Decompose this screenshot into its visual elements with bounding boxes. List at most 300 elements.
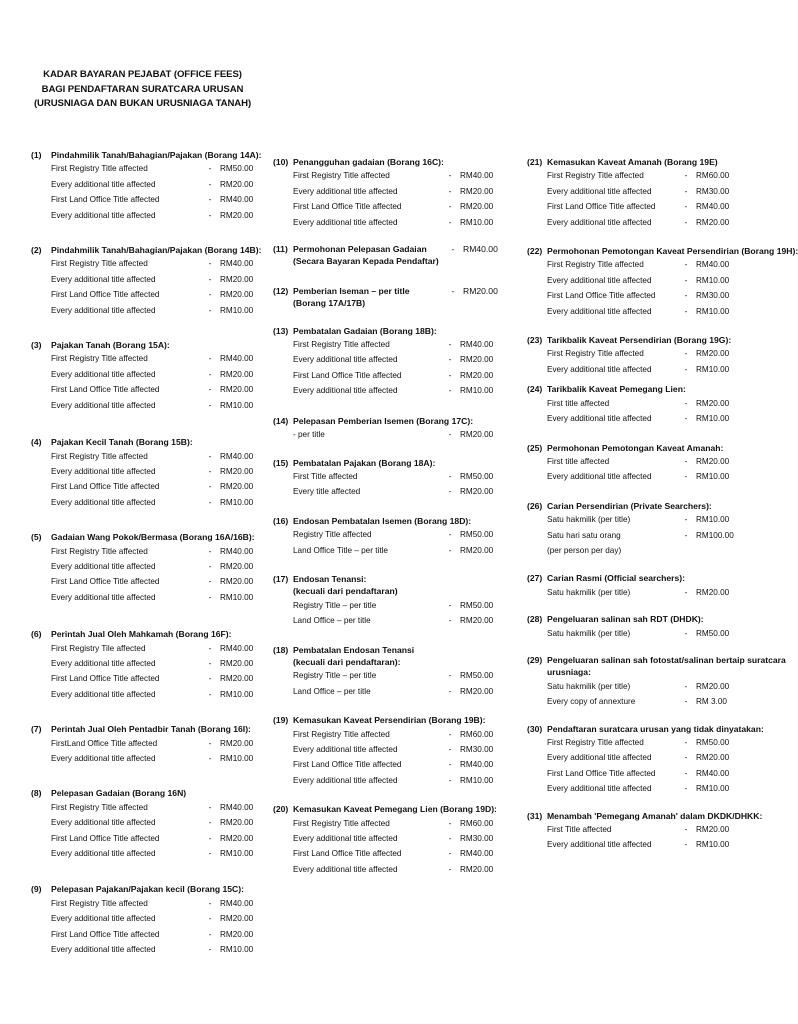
fee-row xyxy=(31,671,256,686)
section-title: Menambah 'Pemegang Amanah' dalam DKDK/DHKK: xyxy=(547,810,763,821)
fee-row xyxy=(31,911,256,926)
fee-row xyxy=(31,272,256,287)
section-title: Endosan Tenansi: xyxy=(293,573,367,584)
dash-separator: - xyxy=(208,385,212,395)
section-heading xyxy=(527,383,749,395)
section-heading xyxy=(273,515,495,527)
fee-amount: RM20.00 xyxy=(696,753,730,763)
dash-separator: - xyxy=(684,825,688,835)
section-title: Permohonan Pemotongan Kaveat Amanah: xyxy=(547,442,724,453)
section-number: (11) xyxy=(273,244,288,255)
dash-separator: - xyxy=(448,818,452,828)
section-number: (17) xyxy=(273,573,289,584)
section-subtitle: (kecuali dari pendaftaran) xyxy=(293,586,398,597)
fee-label: Every additional title affected xyxy=(547,472,652,482)
fee-label: Registry Title affected xyxy=(293,530,372,540)
fee-row xyxy=(527,454,749,469)
fee-section xyxy=(31,883,256,957)
fee-amount: RM20.00 xyxy=(220,674,254,684)
dash-separator: - xyxy=(448,600,452,610)
section-heading xyxy=(31,339,256,351)
fee-amount: RM40.00 xyxy=(460,171,494,181)
section-heading xyxy=(273,714,495,726)
fee-section xyxy=(273,515,495,558)
fee-amount: RM20.00 xyxy=(220,818,254,828)
fee-row xyxy=(527,362,749,377)
fee-label: First Registry Title affected xyxy=(51,354,148,364)
fee-section xyxy=(527,810,763,853)
fee-row xyxy=(31,800,256,815)
fee-label: Every additional title affected xyxy=(547,840,652,850)
dash-separator: - xyxy=(208,945,212,955)
fee-row xyxy=(31,751,256,766)
fee-section xyxy=(273,457,495,500)
dash-separator: - xyxy=(684,681,688,691)
section-heading xyxy=(527,572,749,584)
fee-row xyxy=(527,626,749,641)
fee-amount: RM20.00 xyxy=(696,587,730,597)
fee-row xyxy=(273,598,495,613)
fee-amount: RM10.00 xyxy=(220,400,254,410)
fee-label: First Land Office Title affected xyxy=(547,768,656,778)
fee-label: Every additional title affected xyxy=(293,745,398,754)
fee-amount: RM20.00 xyxy=(460,686,494,696)
fee-amount: RM10.00 xyxy=(460,217,494,227)
fee-amount: RM10.00 xyxy=(220,754,254,763)
fee-label: Every additional title affected xyxy=(293,386,398,396)
dash-separator: - xyxy=(684,275,688,285)
section-heading xyxy=(273,243,498,255)
fee-amount: RM20.00 xyxy=(460,430,494,440)
fee-amount: RM50.00 xyxy=(460,600,494,610)
fee-label: First Land Office Title affected xyxy=(293,202,402,212)
fee-row xyxy=(527,512,749,527)
section-title: Pindahmilik Tanah/Bahagian/Pajakan (Borang 14B): xyxy=(51,245,262,256)
fee-section xyxy=(273,803,495,877)
dash-separator: - xyxy=(208,451,212,461)
fee-label: Every additional title affected xyxy=(51,274,156,284)
dash-separator: - xyxy=(208,561,212,571)
section-number: (21) xyxy=(527,157,543,167)
fee-row xyxy=(527,396,749,411)
fee-row xyxy=(527,288,749,303)
fee-amount: RM60.00 xyxy=(460,818,494,828)
section-heading xyxy=(273,156,495,168)
fee-row xyxy=(31,287,256,302)
fee-row xyxy=(31,831,256,846)
dash-separator: - xyxy=(208,674,212,684)
fee-amount: RM30.00 xyxy=(460,834,494,844)
dash-separator: - xyxy=(448,186,452,196)
fee-amount: RM50.00 xyxy=(460,471,494,481)
fee-section xyxy=(527,723,764,797)
fee-label: Registry Title – per title xyxy=(293,671,377,681)
fee-row xyxy=(31,177,256,192)
section-number: (5) xyxy=(31,532,42,543)
dash-separator: - xyxy=(448,530,452,540)
fee-label: First Registry Title affected xyxy=(547,171,644,181)
fee-row xyxy=(31,656,256,671)
title-line-2: BAGI PENDAFTARAN SURATCARA URUSAN xyxy=(41,83,244,95)
fee-amount: RM40.00 xyxy=(220,898,254,908)
fee-row xyxy=(273,831,495,846)
fee-amount: RM50.00 xyxy=(696,738,730,747)
fee-row xyxy=(527,735,749,750)
fee-row xyxy=(527,781,749,796)
fee-row xyxy=(527,837,749,852)
dash-separator: - xyxy=(684,364,688,374)
dash-separator: - xyxy=(684,628,688,638)
fee-amount: RM20.00 xyxy=(220,929,254,939)
fee-amount: RM20.00 xyxy=(696,681,730,691)
fee-label: Every additional title affected xyxy=(51,497,156,507)
fee-label: Every additional title affected xyxy=(51,689,156,699)
section-number: (28) xyxy=(527,614,543,625)
section-subtitle: urusniaga: xyxy=(547,667,591,678)
fee-label: Every additional title affected xyxy=(51,658,156,668)
section-title: Kemasukan Kaveat Amanah (Borang 19E) xyxy=(547,157,718,167)
fee-amount: RM20.00 xyxy=(220,833,254,843)
fee-label: Every additional title affected xyxy=(51,400,156,410)
fee-row xyxy=(527,543,749,558)
dash-separator: - xyxy=(448,545,452,555)
fee-amount: RM10.00 xyxy=(220,305,254,315)
fee-label: Land Office – per title xyxy=(293,686,371,696)
section-title: Pajakan Kecil Tanah (Borang 15B): xyxy=(51,437,193,448)
section-title: Pindahmilik Tanah/Bahagian/Pajakan (Borang 14A): xyxy=(51,150,262,160)
fee-amount: RM20.00 xyxy=(696,825,730,835)
section-number: (14) xyxy=(273,415,289,426)
dash-separator: - xyxy=(684,171,688,181)
dash-separator: - xyxy=(208,738,212,748)
dash-separator: - xyxy=(448,775,452,785)
fee-row xyxy=(527,694,749,709)
fee-row xyxy=(273,727,495,742)
fee-amount: RM10.00 xyxy=(696,275,730,285)
fee-row xyxy=(31,544,256,559)
fee-label: Every additional title affected xyxy=(51,914,156,924)
dash-separator: - xyxy=(448,355,452,365)
dash-separator: - xyxy=(208,754,212,763)
dash-separator xyxy=(676,543,696,558)
dash-separator: - xyxy=(208,179,212,189)
fee-amount: RM10.00 xyxy=(220,945,254,955)
dash-separator: - xyxy=(448,217,452,227)
fee-label: Satu hakmilik (per title) xyxy=(547,681,631,691)
fee-row xyxy=(31,927,256,942)
section-number: (24) xyxy=(527,384,543,395)
fee-amount: RM10.00 xyxy=(220,497,254,507)
fee-amount: RM40.00 xyxy=(220,451,254,461)
fee-amount: RM10.00 xyxy=(696,306,730,316)
section-title: Gadaian Wang Pokok/Bermasa (Borang 16A/16B): xyxy=(51,532,255,543)
dash-separator: - xyxy=(684,768,688,778)
section-heading xyxy=(31,723,256,735)
fee-section xyxy=(31,531,256,605)
fee-label: Every additional title affected xyxy=(51,369,156,379)
fee-row xyxy=(31,559,256,574)
fee-label: Satu hakmilik (per title) xyxy=(547,628,631,638)
fee-row xyxy=(273,337,495,352)
fee-amount: RM40.00 xyxy=(463,244,498,255)
dash-separator: - xyxy=(448,745,452,754)
fee-label: Every additional title affected xyxy=(51,305,156,315)
section-heading xyxy=(527,723,764,735)
dash-separator: - xyxy=(451,244,455,255)
dash-separator: - xyxy=(448,864,452,874)
fee-label: Every copy of annexture xyxy=(547,697,636,707)
fee-row xyxy=(31,846,256,861)
dash-separator: - xyxy=(448,834,452,844)
dash-separator: - xyxy=(208,914,212,924)
fee-amount: RM10.00 xyxy=(696,515,730,525)
fee-row xyxy=(527,528,749,543)
fee-row xyxy=(273,684,495,699)
fee-amount: RM50.00 xyxy=(460,671,494,681)
fee-label: First Land Office Title affected xyxy=(547,202,656,212)
fee-label: First Registry Title affected xyxy=(547,349,644,359)
fee-amount: RM40.00 xyxy=(460,760,494,770)
fee-row xyxy=(31,208,256,223)
dash-separator: - xyxy=(448,760,452,770)
dash-separator: - xyxy=(684,784,688,794)
fee-label: Every additional title affected xyxy=(51,945,156,955)
fee-section xyxy=(527,500,749,559)
fee-amount: RM20.00 xyxy=(220,385,254,395)
section-number: (13) xyxy=(273,325,289,336)
fee-amount: RM10.00 xyxy=(696,784,730,794)
fee-label: Every additional title affected xyxy=(51,754,156,763)
fee-amount: RM20.00 xyxy=(460,355,494,365)
dash-separator: - xyxy=(684,306,688,316)
fee-label: First Land Office Title affected xyxy=(51,929,160,939)
dash-separator: - xyxy=(208,482,212,492)
fee-section xyxy=(273,573,495,629)
fee-row xyxy=(273,846,495,861)
fee-label: First Land Office Title affected xyxy=(293,760,402,770)
fee-row xyxy=(273,613,495,628)
fee-row xyxy=(31,382,256,397)
fee-label: First Land Office Title affected xyxy=(51,385,160,395)
fee-row xyxy=(527,822,749,837)
section-heading xyxy=(527,654,786,666)
fee-row xyxy=(273,383,495,398)
fee-amount: RM20.00 xyxy=(220,290,254,300)
fee-row xyxy=(31,641,256,656)
section-title: Endosan Pembatalan Isemen (Borang 18D): xyxy=(293,515,472,526)
section-number: (22) xyxy=(527,246,543,257)
dash-separator: - xyxy=(208,497,212,507)
dash-separator: - xyxy=(208,305,212,315)
dash-separator: - xyxy=(208,833,212,843)
fee-section xyxy=(273,415,495,443)
fee-label: First Land Office Title affected xyxy=(51,290,160,300)
dash-separator: - xyxy=(448,471,452,481)
fee-row xyxy=(273,527,495,542)
fee-amount: RM20.00 xyxy=(460,616,494,626)
fee-amount: RM10.00 xyxy=(696,414,730,424)
dash-separator: - xyxy=(448,686,452,696)
fee-label: Every additional title affected xyxy=(51,561,156,571)
fee-row xyxy=(527,679,749,694)
fee-label: FirstLand Office Title affected xyxy=(51,738,158,748)
section-title: Perintah Jual Oleh Pentadbir Tanah (Borang 16I): xyxy=(51,724,251,735)
fee-row xyxy=(273,773,495,788)
fee-label: Every additional title affected xyxy=(51,592,156,602)
section-number: (20) xyxy=(273,804,289,815)
section-number: (1) xyxy=(31,150,42,160)
fee-row xyxy=(273,199,495,214)
dash-separator: - xyxy=(208,592,212,602)
section-title: Kemasukan Kaveat Pemegang Lien (Borang 19D): xyxy=(293,804,497,815)
dash-separator: - xyxy=(684,840,688,850)
fee-column-1 xyxy=(31,135,262,957)
fee-label: Every additional title affected xyxy=(293,834,398,844)
fee-row xyxy=(31,495,256,510)
fee-label: - per title xyxy=(293,430,325,440)
fee-amount: RM10.00 xyxy=(460,775,494,785)
fee-row xyxy=(527,469,749,484)
fee-amount: RM20.00 xyxy=(696,349,730,359)
fee-amount: RM50.00 xyxy=(220,164,254,174)
fee-amount: RM20.00 xyxy=(696,217,730,227)
fee-section xyxy=(31,787,256,861)
fee-label: First Title affected xyxy=(547,825,612,835)
section-heading xyxy=(273,285,498,297)
fee-row xyxy=(31,161,256,176)
section-heading xyxy=(31,628,256,640)
dash-separator: - xyxy=(208,546,212,556)
fee-label: Every additional title affected xyxy=(547,217,652,227)
fee-row xyxy=(273,368,495,383)
fee-amount: RM20.00 xyxy=(460,864,494,874)
fee-amount: RM10.00 xyxy=(696,472,730,482)
fee-amount: RM20.00 xyxy=(220,274,254,284)
fee-amount: RM10.00 xyxy=(696,364,730,374)
dash-separator: - xyxy=(684,587,688,597)
dash-separator: - xyxy=(684,202,688,212)
section-heading xyxy=(273,325,495,337)
fee-amount: RM60.00 xyxy=(460,729,494,739)
fee-row xyxy=(273,543,495,558)
fee-amount: RM20.00 xyxy=(696,456,730,466)
section-number: (9) xyxy=(31,884,42,895)
fee-section xyxy=(31,339,256,413)
fee-amount: RM20.00 xyxy=(696,398,730,408)
fee-section xyxy=(273,243,498,268)
dash-separator: - xyxy=(208,290,212,300)
dash-separator: - xyxy=(208,466,212,476)
section-number: (16) xyxy=(273,515,289,526)
fee-label: Satu hari satu orang xyxy=(547,530,621,540)
section-number: (4) xyxy=(31,437,42,448)
section-title: Pemberian Iseman – per title xyxy=(293,285,410,296)
fee-row xyxy=(273,757,495,772)
section-title: Tarikbalik Kaveat Pemegang Lien: xyxy=(547,384,686,395)
fee-amount: RM20.00 xyxy=(220,577,254,587)
dash-separator: - xyxy=(448,849,452,859)
fee-label: First Registry Title affected xyxy=(293,818,390,828)
dash-separator: - xyxy=(684,456,688,466)
fee-row xyxy=(527,168,749,183)
fee-amount: RM20.00 xyxy=(220,561,254,571)
fee-row xyxy=(31,896,256,911)
fee-amount: RM20.00 xyxy=(220,658,254,668)
fee-label: Registry Title – per title xyxy=(293,600,377,610)
dash-separator: - xyxy=(448,729,452,739)
dash-separator: - xyxy=(448,430,452,440)
fee-row xyxy=(273,184,495,199)
fee-row xyxy=(31,303,256,318)
section-title: Pelepasan Pajakan/Pajakan kecil (Borang 15C): xyxy=(51,884,244,895)
fee-amount: RM40.00 xyxy=(460,849,494,859)
section-title: Pajakan Tanah (Borang 15A): xyxy=(51,340,170,351)
fee-row xyxy=(31,479,256,494)
section-heading xyxy=(31,149,262,161)
dash-separator: - xyxy=(448,671,452,681)
section-heading xyxy=(273,803,495,815)
fee-label: Every additional title affected xyxy=(51,179,156,189)
section-number: (26) xyxy=(527,500,543,511)
fee-label: Every additional title affected xyxy=(293,217,398,227)
fee-row xyxy=(31,590,256,605)
fee-section xyxy=(527,442,749,485)
fee-row xyxy=(31,687,256,702)
fee-amount xyxy=(696,543,749,558)
fee-amount: RM30.00 xyxy=(696,186,730,196)
fee-row xyxy=(527,304,749,319)
fee-section xyxy=(527,613,749,641)
section-heading xyxy=(273,415,495,427)
fee-row xyxy=(527,257,749,272)
fee-row xyxy=(527,750,749,765)
fee-label: Every additional title affected xyxy=(547,753,652,763)
dash-separator: - xyxy=(208,643,212,653)
fee-row xyxy=(527,215,749,230)
section-heading xyxy=(527,613,749,625)
section-number: (10) xyxy=(273,157,289,167)
fee-amount: RM50.00 xyxy=(460,530,494,540)
fee-amount: RM20.00 xyxy=(220,482,254,492)
fee-amount: RM20.00 xyxy=(460,370,494,380)
fee-label: (per person per day) xyxy=(547,545,622,555)
fee-label: First Registry Title affected xyxy=(51,546,148,556)
dash-separator: - xyxy=(208,274,212,284)
fee-row xyxy=(31,815,256,830)
section-title: Pembatalan Endosan Tenansi xyxy=(293,644,415,655)
dash-separator: - xyxy=(208,689,212,699)
fee-label: First Registry Title affected xyxy=(547,260,644,270)
fee-label: First Registry Title affected xyxy=(51,802,148,812)
fee-label: First Registry Title affected xyxy=(293,340,390,350)
section-heading xyxy=(31,244,262,256)
fee-row xyxy=(527,346,749,361)
dash-separator: - xyxy=(684,414,688,424)
section-number: (23) xyxy=(527,335,543,346)
fee-row xyxy=(527,273,749,288)
title-line-3: (URUSNIAGA DAN BUKAN URUSNIAGA TANAH) xyxy=(33,98,252,110)
fee-label: First Registry Title affected xyxy=(51,898,148,908)
fee-label: Satu hakmilik (per title) xyxy=(547,587,631,597)
fee-amount: RM20.00 xyxy=(463,285,498,296)
fee-label: Every additional title affected xyxy=(51,210,156,220)
fee-amount: RM40.00 xyxy=(696,202,730,212)
section-number: (31) xyxy=(527,810,543,821)
fee-amount: RM20.00 xyxy=(220,466,254,476)
section-title: Pelepasan Gadaian (Borang 16N) xyxy=(51,788,187,799)
dash-separator: - xyxy=(208,164,212,174)
fee-row xyxy=(31,367,256,382)
